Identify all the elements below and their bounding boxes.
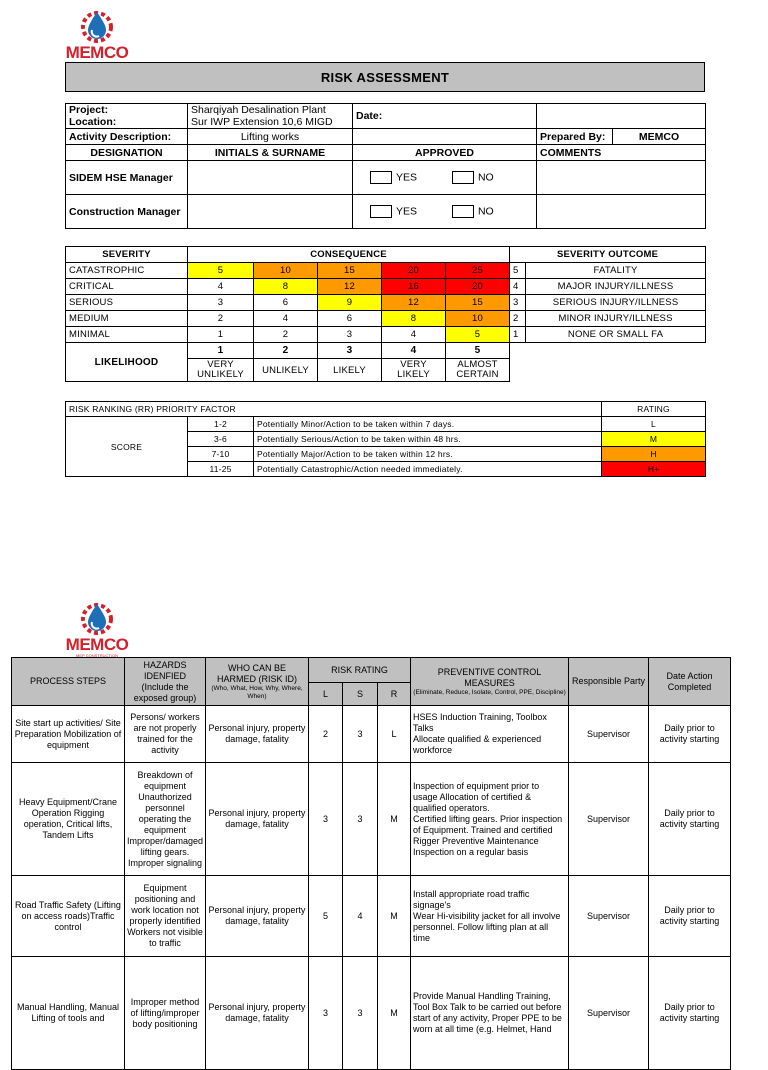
brand-name: MEMCO [65, 635, 129, 654]
date-header: Date Action Completed [649, 658, 731, 706]
date-label: Date: [353, 104, 537, 129]
gear-drop-icon [77, 8, 117, 44]
rating-value: H [602, 447, 706, 462]
who-harmed: Personal injury, property damage, fatality [206, 957, 309, 1070]
matrix-cell: 4 [188, 279, 254, 295]
score-range: 11-25 [188, 462, 254, 477]
activity-value: Lifting works [188, 129, 353, 145]
approved-header: APPROVED [353, 145, 537, 161]
matrix-cell: 3 [318, 327, 382, 343]
score-range: 3-6 [188, 432, 254, 447]
outcome-text: SERIOUS INJURY/ILLNESS [526, 295, 706, 311]
severity-label: MEDIUM [66, 311, 188, 327]
outcome-level: 1 [510, 327, 526, 343]
outcome-level: 5 [510, 263, 526, 279]
blank-cell [353, 129, 537, 145]
matrix-cell: 9 [318, 295, 382, 311]
designation-header: DESIGNATION [66, 145, 188, 161]
rating-value: H+ [602, 462, 706, 477]
designation-construction-manager: Construction Manager [66, 195, 188, 229]
process-step: Manual Handling, Manual Lifting of tools and [12, 957, 125, 1070]
severity-label: CATASTROPHIC [66, 263, 188, 279]
r-value: M [378, 957, 411, 1070]
hazards-header: HAZARDS IDENFIED (Include the exposed group) [125, 658, 206, 706]
assessment-table [11, 657, 731, 1070]
outcome-text: MAJOR INJURY/ILLNESS [526, 279, 706, 295]
l-value: 3 [309, 957, 343, 1070]
control-measures: HSES Induction Training, Toolbox Talks Allocate qualified & experienced workforce [411, 706, 569, 763]
r-value: L [378, 706, 411, 763]
blank-area [510, 343, 706, 382]
yes-checkbox[interactable] [370, 205, 392, 218]
l-value: 5 [309, 876, 343, 957]
comments-field[interactable] [537, 161, 706, 195]
l-value: 3 [309, 763, 343, 876]
who-header: WHO CAN BE HARMED (RISK ID) (Who, What, How, Why, Where, When) [206, 658, 309, 706]
process-header: PROCESS STEPS [12, 658, 125, 706]
yes-checkbox[interactable] [370, 171, 392, 184]
project-location-label: Project: Location: [66, 104, 188, 129]
who-harmed: Personal injury, property damage, fatality [206, 706, 309, 763]
who-harmed: Personal injury, property damage, fatality [206, 876, 309, 957]
matrix-cell: 10 [446, 311, 510, 327]
prepared-value: MEMCO [613, 129, 706, 145]
s-header: S [343, 683, 378, 706]
likelihood-number: 1 [188, 343, 254, 359]
r-value: M [378, 763, 411, 876]
page-title: RISK ASSESSMENT [65, 62, 705, 92]
responsible-party: Supervisor [569, 763, 649, 876]
matrix-cell: 4 [382, 327, 446, 343]
likelihood-word: ALMOST CERTAIN [446, 359, 510, 382]
matrix-cell: 6 [318, 311, 382, 327]
outcome-header: SEVERITY OUTCOME [510, 247, 706, 263]
rating-value: M [602, 432, 706, 447]
matrix-cell: 20 [382, 263, 446, 279]
likelihood-label: LIKELIHOOD [66, 343, 188, 382]
matrix-cell: 2 [188, 311, 254, 327]
memco-logo [57, 8, 137, 66]
s-value: 4 [343, 876, 378, 957]
likelihood-word: LIKELY [318, 359, 382, 382]
outcome-text: MINOR INJURY/ILLNESS [526, 311, 706, 327]
process-step: Site start up activities/ Site Preparation Mobilization of equipment [12, 706, 125, 763]
header-table [65, 103, 706, 229]
hazard: Persons/ workers are not properly trained for the activity [125, 706, 206, 763]
matrix-cell: 12 [318, 279, 382, 295]
matrix-cell: 15 [446, 295, 510, 311]
s-value: 3 [343, 957, 378, 1070]
likelihood-number: 4 [382, 343, 446, 359]
who-harmed: Personal injury, property damage, fatality [206, 763, 309, 876]
matrix-cell: 16 [382, 279, 446, 295]
approval-cell: YES NO [353, 161, 537, 195]
responsible-party: Supervisor [569, 876, 649, 957]
control-measures: Provide Manual Handling Training, Tool Box Talk to be carried out before start of any activity, Proper PPE to be worn at all time (e.g. Helmet, Hand [411, 957, 569, 1070]
likelihood-number: 3 [318, 343, 382, 359]
date-completed: Daily prior to activity starting [649, 957, 731, 1070]
table-row [12, 763, 731, 876]
score-range: 7-10 [188, 447, 254, 462]
rating-value: L [602, 417, 706, 432]
score-range: 1-2 [188, 417, 254, 432]
table-row [12, 706, 731, 763]
date-completed: Daily prior to activity starting [649, 763, 731, 876]
matrix-cell: 1 [188, 327, 254, 343]
matrix-cell: 8 [254, 279, 318, 295]
severity-header: SEVERITY [66, 247, 188, 263]
matrix-cell: 2 [254, 327, 318, 343]
memco-logo [57, 600, 137, 658]
process-step: Heavy Equipment/Crane Operation Rigging operation, Critical lifts, Tandem Lifts [12, 763, 125, 876]
matrix-cell: 15 [318, 263, 382, 279]
matrix-cell: 12 [382, 295, 446, 311]
matrix-cell: 5 [188, 263, 254, 279]
likelihood-word: VERY LIKELY [382, 359, 446, 382]
matrix-cell: 10 [254, 263, 318, 279]
score-label: SCORE [66, 417, 188, 477]
table-row [12, 957, 731, 1070]
initials-field[interactable] [188, 161, 353, 195]
matrix-cell: 25 [446, 263, 510, 279]
date-completed: Daily prior to activity starting [649, 876, 731, 957]
outcome-text: FATALITY [526, 263, 706, 279]
likelihood-number: 2 [254, 343, 318, 359]
r-header: R [378, 683, 411, 706]
responsible-party: Supervisor [569, 706, 649, 763]
consequence-header: CONSEQUENCE [188, 247, 510, 263]
likelihood-number: 5 [446, 343, 510, 359]
brand-tagline: MEP CONSTRUCTION [76, 653, 118, 658]
designation-hse-manager: SIDEM HSE Manager [66, 161, 188, 195]
score-description: Potentially Minor/Action to be taken within 7 days. [254, 417, 602, 432]
severity-label: SERIOUS [66, 295, 188, 311]
score-description: Potentially Catastrophic/Action needed immediately. [254, 462, 602, 477]
process-step: Road Traffic Safety (Lifting on access roads)Traffic control [12, 876, 125, 957]
prepared-label: Prepared By: [537, 129, 613, 145]
responsible-party: Supervisor [569, 957, 649, 1070]
gear-drop-icon [77, 600, 117, 636]
s-value: 3 [343, 763, 378, 876]
project-location-value: Sharqiyah Desalination Plant Sur IWP Extension 10,6 MIGD [188, 104, 353, 129]
date-value[interactable] [537, 104, 706, 129]
matrix-cell: 20 [446, 279, 510, 295]
likelihood-word: VERY UNLIKELY [188, 359, 254, 382]
score-description: Potentially Serious/Action to be taken within 48 hrs. [254, 432, 602, 447]
initials-field[interactable] [188, 195, 353, 229]
party-header: Responsible Party [569, 658, 649, 706]
control-measures: Install appropriate road traffic signage's Wear Hi-visibility jacket for all involve personnel. Follow lifting plan at all time [411, 876, 569, 957]
activity-label: Activity Description: [66, 129, 188, 145]
table-row [12, 876, 731, 957]
severity-label: MINIMAL [66, 327, 188, 343]
approval-cell: YES NO [353, 195, 537, 229]
outcome-text: NONE OR SMALL FA [526, 327, 706, 343]
hazard: Equipment positioning and work location not properly identified Workers not visible to traffic [125, 876, 206, 957]
risk-ranking-table [65, 401, 706, 477]
date-completed: Daily prior to activity starting [649, 706, 731, 763]
l-header: L [309, 683, 343, 706]
severity-label: CRITICAL [66, 279, 188, 295]
likelihood-word: UNLIKELY [254, 359, 318, 382]
s-value: 3 [343, 706, 378, 763]
hazard: Breakdown of equipment Unauthorized personnel operating the equipment Improper/damaged lifting gears. Improper signaling [125, 763, 206, 876]
ranking-header: RISK RANKING (RR) PRIORITY FACTOR [66, 402, 602, 417]
r-value: M [378, 876, 411, 957]
no-checkbox[interactable] [452, 205, 474, 218]
risk-rating-header: RISK RATING [309, 658, 411, 683]
control-measures: Inspection of equipment prior to usage Allocation of certified & qualified operators. Certified lifting gears. Prior inspection of Equipment. Trained and certified Rigger Preventive Maintenance Inspection on a regular basis [411, 763, 569, 876]
brand-name: MEMCO [65, 43, 129, 62]
comments-header: COMMENTS [537, 145, 706, 161]
matrix-cell: 4 [254, 311, 318, 327]
matrix-cell: 8 [382, 311, 446, 327]
severity-matrix [65, 246, 706, 382]
score-description: Potentially Major/Action to be taken within 12 hrs. [254, 447, 602, 462]
outcome-level: 3 [510, 295, 526, 311]
outcome-level: 4 [510, 279, 526, 295]
control-header: PREVENTIVE CONTROL MEASURES (Eliminate, Reduce, Isolate, Control, PPE, Discipline) [411, 658, 569, 706]
matrix-cell: 3 [188, 295, 254, 311]
initials-header: INITIALS & SURNAME [188, 145, 353, 161]
hazard: Improper method of lifting/improper body positioning [125, 957, 206, 1070]
matrix-cell: 5 [446, 327, 510, 343]
l-value: 2 [309, 706, 343, 763]
comments-field[interactable] [537, 195, 706, 229]
matrix-cell: 6 [254, 295, 318, 311]
rating-header: RATING [602, 402, 706, 417]
outcome-level: 2 [510, 311, 526, 327]
no-checkbox[interactable] [452, 171, 474, 184]
